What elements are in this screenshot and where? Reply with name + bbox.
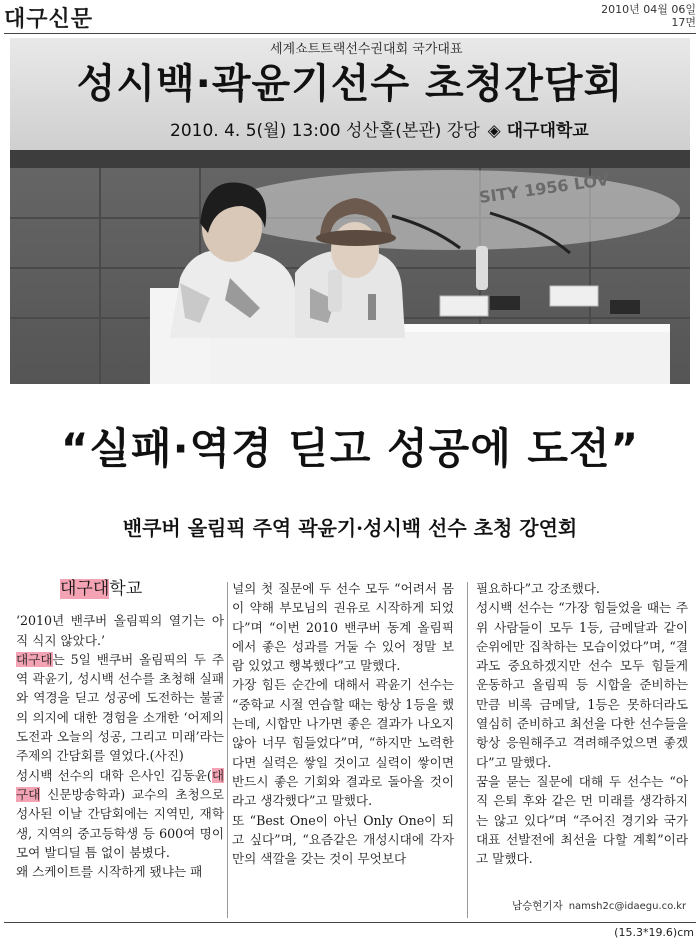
paragraph: ‘2010년 밴쿠버 올림픽의 열기는 아직 식지 않았다.’ [16, 613, 224, 648]
headline: “실패·역경 딛고 성공에 도전” [60, 424, 640, 473]
paragraph: 필요하다”고 강조했다. [476, 581, 600, 596]
paragraph: 또 “Best One이 아닌 Only One이 되고 싶다”며, “요즘같은 개성시대에 각자만의 색깔을 갖는 것이 무엇보다 [232, 812, 454, 867]
paragraph: 가장 힘든 순간에 대해서 곽윤기 선수는 “중학교 시절 연습할 때는 항상 1등을 했는데, 시합만 나가면 좋은 결과가 나오지 않아 너무 힘들었다”며, “하지만 노력한다면 실력은 쌓일 것이고 실력이 쌓이면 반드시 좋은 기회와 결과로 돌아올 것이라고 생각했다”고 말했다. [232, 677, 454, 809]
banner-date-venue: 2010. 4. 5(월) 13:00 성산홀(본관) 강당 [170, 121, 480, 141]
wall-lettering: SITY 1956 LOV [477, 169, 611, 207]
article-column-2 [232, 579, 454, 868]
bottom-rule [4, 922, 696, 923]
paragraph: 왜 스케이트를 시작하게 됐냐는 패 [16, 864, 203, 880]
paragraph [16, 650, 224, 766]
paragraph-text: 신문방송학과) 교수의 초청으로 성사된 이날 간담회에는 지역민, 재학생, 지역의 중고등학생 등 600여 명이 모여 발디딜 틈 없이 붐볐다. [16, 786, 224, 860]
masthead [0, 0, 700, 34]
banner-subtitle [170, 116, 589, 141]
reporter-name: 남승현기자 [512, 900, 563, 912]
column-divider [227, 582, 228, 918]
highlight: 대구대 [16, 651, 53, 667]
banner-organizer: ◈ 대구대학교 [487, 121, 589, 141]
subheadline: 밴쿠버 올림픽 주역 곽윤기·성시백 선수 초청 강연회 [122, 516, 578, 540]
highlight: 대구대 [60, 579, 110, 599]
article-column-1 [16, 578, 224, 881]
section-kicker [60, 580, 224, 599]
paragraph: 널의 첫 질문에 두 선수 모두 “어려서 몸이 약해 부모님의 권유로 시작하게 되었다”며 “이번 2010 밴쿠버 동계 올림픽에서 좋은 성과를 거둘 수 있어 정말 보람 있었고 행복했다”고 말했다. [232, 581, 454, 674]
issue-page: 17면 [671, 16, 696, 29]
article-column-3 [476, 579, 688, 868]
issue-date: 2010년 04월 06일 [601, 3, 696, 16]
paragraph: 성시백 선수는 “가장 힘들었을 때는 주위 사람들이 모두 1등, 금메달과 같이 순위에만 집착하는 모습이었다”며, “결과도 중요하겠지만 선수 모두 힘들게 운동하고 올림픽 등 시합을 준비하는 만큼 비록 금메달, 1등은 못하더라도 열심히 준비하고 최선을 다한 선수들을 항상 응원해주고 격려해주었으면 좋겠다”고 말했다. [476, 600, 688, 770]
paragraph [16, 766, 224, 862]
paragraph-text: 성시백 선수의 대학 은사인 김동윤( [16, 767, 212, 783]
kicker-rest: 학교 [109, 579, 143, 599]
article-photo [10, 38, 690, 384]
top-rule [4, 33, 696, 34]
column-divider [467, 582, 468, 918]
reporter-email: namsh2c@idaegu.co.kr [568, 901, 687, 912]
clipping-dimensions: (15.3*19.6)cm [614, 926, 694, 939]
byline [512, 898, 686, 913]
newspaper-name: 대구신문 [4, 7, 94, 32]
paragraph-text: 는 5일 밴쿠버 올림픽의 두 주역 곽윤기, 성시백 선수를 초청해 실패와 역경을 딛고 성공에 도전하는 불굴의 의지에 대한 경험을 소개한 ‘어제의 도전과 오늘의 성공, 그리고 미래’라는 주제의 간담회를 열었다.(사진) [16, 651, 224, 764]
paragraph: 꿈을 묻는 질문에 대해 두 선수는 “아직 은퇴 후와 같은 먼 미래를 생각하지는 않고 있다”며 “주어진 경기와 국가대표 선발전에 최선을 다할 계획”이라고 말했다. [476, 773, 688, 867]
highlight: 대구대 [16, 767, 224, 802]
banner-title: 성시백·곽윤기선수 초청간담회 [76, 61, 624, 107]
banner-event-line: 세계쇼트트랙선수권대회 국가대표 [270, 42, 463, 57]
